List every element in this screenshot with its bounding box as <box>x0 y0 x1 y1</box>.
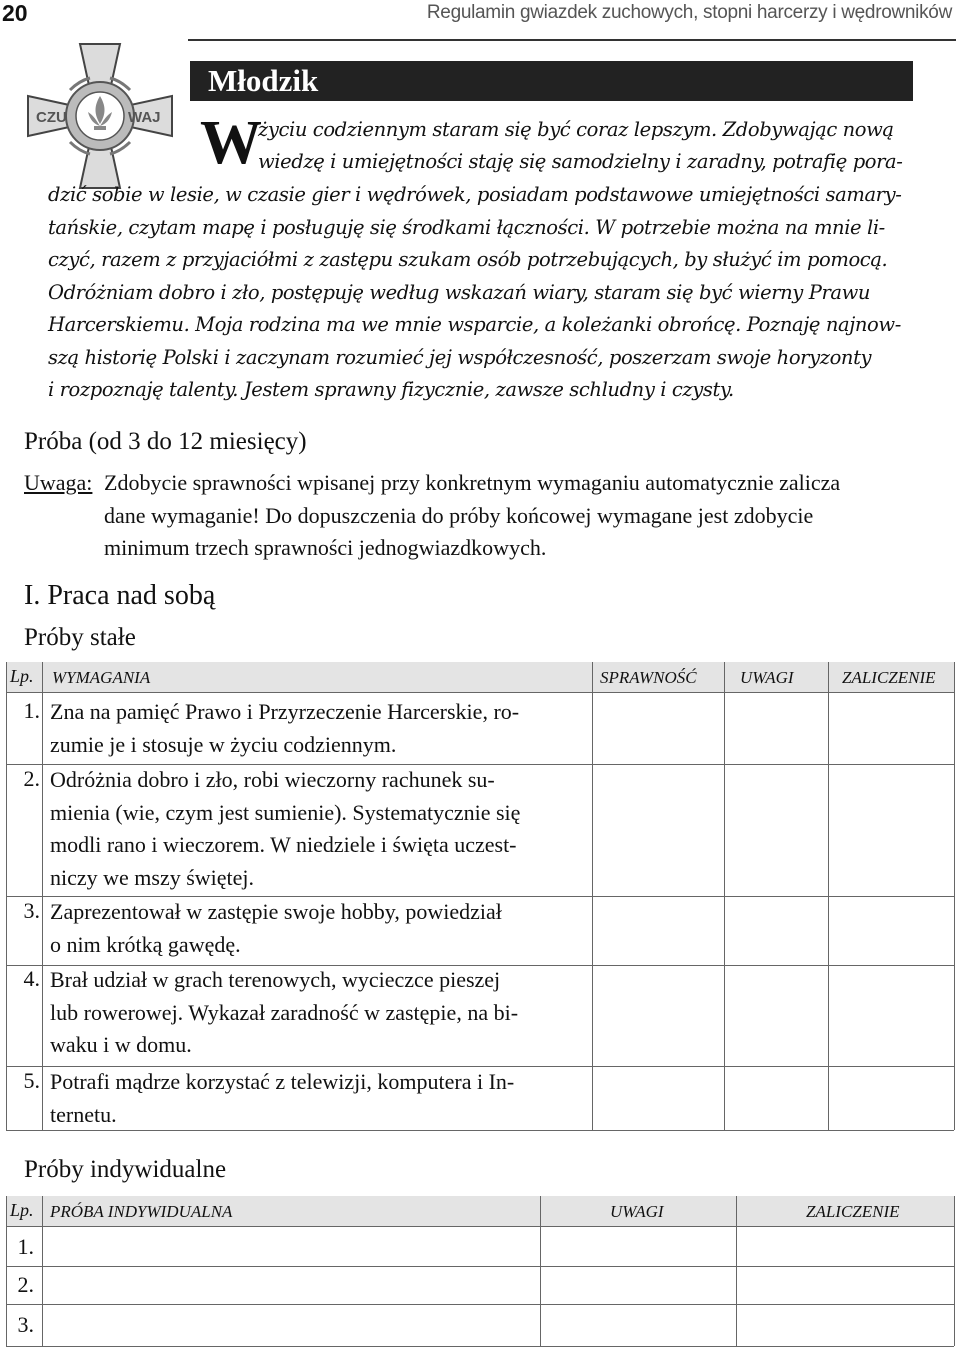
header-rule <box>188 39 956 41</box>
trial-heading: Próba (od 3 do 12 miesięcy) <box>24 428 307 455</box>
emblem-right-text: WAJ <box>128 109 161 126</box>
row-number: 2. <box>17 1272 34 1297</box>
col-header-badge: SPRAWNOŚĆ <box>600 668 697 687</box>
requirement-text: niczy we mszy świętej. <box>50 864 255 890</box>
part-heading: I. Praca nad sobą <box>24 580 216 611</box>
requirement-text: Potrafi mądrze korzystać z telewizji, komputera i In- <box>50 1069 515 1094</box>
requirement-text: modli rano i wieczorem. W niedziele i święta uczest- <box>50 832 517 857</box>
intro-line: i rozpoznaję talenty. Jestem sprawny fizycznie, zawsze schludny i czysty. <box>48 378 734 401</box>
row-number: 5. <box>23 1068 40 1093</box>
scout-cross-emblem <box>24 40 176 192</box>
intro-line: czyć, razem z przyjaciółmi z zastępu szukam osób potrzebujących, by służyć im pomocą. <box>48 248 888 271</box>
col-header-notes: UWAGI <box>610 1202 664 1221</box>
individual-trials-heading: Próby indywidualne <box>24 1156 227 1183</box>
note-line: dane wymaganie! Do dopuszczenia do próby końcowej wymagane jest zdobycie <box>104 503 814 528</box>
row-number: 2. <box>23 766 40 791</box>
requirement-text: Brał udział w grach terenowych, wycieczce pieszej <box>50 967 501 992</box>
intro-line: szą historię Polski i zaczynam rozumieć jej współczesność, poszerzam swoje horyzonty <box>48 346 872 369</box>
intro-line: Harcerskiemu. Moja rodzina ma we mnie wsparcie, a koleżanki obrońcę. Poznaję najnow- <box>48 313 901 336</box>
col-header-completion: ZALICZENIE <box>806 1202 900 1221</box>
running-header: Regulamin gwiazdek zuchowych, stopni harcerzy i wędrowników <box>426 2 952 23</box>
requirement-text: o nim krótką gawędę. <box>50 931 241 957</box>
section-title: Młodzik <box>190 61 913 101</box>
row-number: 4. <box>23 966 40 991</box>
requirement-text: ternetu. <box>50 1101 117 1127</box>
intro-line: wiedzę i umiejętności staję się samodzielny i zaradny, potrafię pora- <box>258 150 903 173</box>
row-number: 1. <box>17 1234 34 1259</box>
row-number: 1. <box>23 698 40 723</box>
intro-line: życiu codziennym staram się być coraz lepszym. Zdobywając nową <box>258 118 894 141</box>
col-header-lp: Lp. <box>10 666 34 686</box>
col-header-notes: UWAGI <box>740 668 794 687</box>
requirement-text: Zaprezentował w zastępie swoje hobby, powiedział <box>50 899 502 924</box>
page-number: 20 <box>2 0 28 26</box>
requirement-text: Odróżnia dobro i zło, robi wieczorny rachunek su- <box>50 767 495 792</box>
emblem-left-text: CZU <box>36 109 67 126</box>
row-number: 3. <box>23 898 40 923</box>
row-number: 3. <box>17 1312 34 1337</box>
fixed-trials-heading: Próby stałe <box>24 624 136 651</box>
requirement-text: zumie je i stosuje w życiu codziennym. <box>50 731 397 757</box>
requirement-text: mienia (wie, czym jest sumienie). Systematycznie się <box>50 799 521 825</box>
intro-line: Odróżniam dobro i zło, postępuję według wskazań wiary, staram się być wierny Prawu <box>48 281 871 304</box>
col-header-requirements: WYMAGANIA <box>52 668 151 687</box>
col-header-trial: PRÓBA INDYWIDUALNA <box>50 1202 233 1221</box>
note-line: Zdobycie sprawności wpisanej przy konkretnym wymaganiu automatycznie zalicza <box>104 470 841 495</box>
note-line: minimum trzech sprawności jednogwiazdkowych. <box>104 535 547 560</box>
intro-line: tańskie, czytam mapę i posługuję się środkami łączności. W potrzebie można na mnie li- <box>48 216 885 239</box>
dropcap-letter: W <box>200 109 262 177</box>
intro-line: dzić sobie w lesie, w czasie gier i wędrówek, posiadam podstawowe umiejętności samary- <box>48 183 902 206</box>
requirement-text: waku i w domu. <box>50 1032 192 1057</box>
note-label: Uwaga: <box>24 470 93 495</box>
requirement-text: Zna na pamięć Prawo i Przyrzeczenie Harcerskie, ro- <box>50 699 520 724</box>
col-header-completion: ZALICZENIE <box>842 668 936 687</box>
requirement-text: lub rowerowej. Wykazał zaradność w zastępie, na bi- <box>50 999 519 1025</box>
col-header-lp: Lp. <box>10 1200 34 1220</box>
